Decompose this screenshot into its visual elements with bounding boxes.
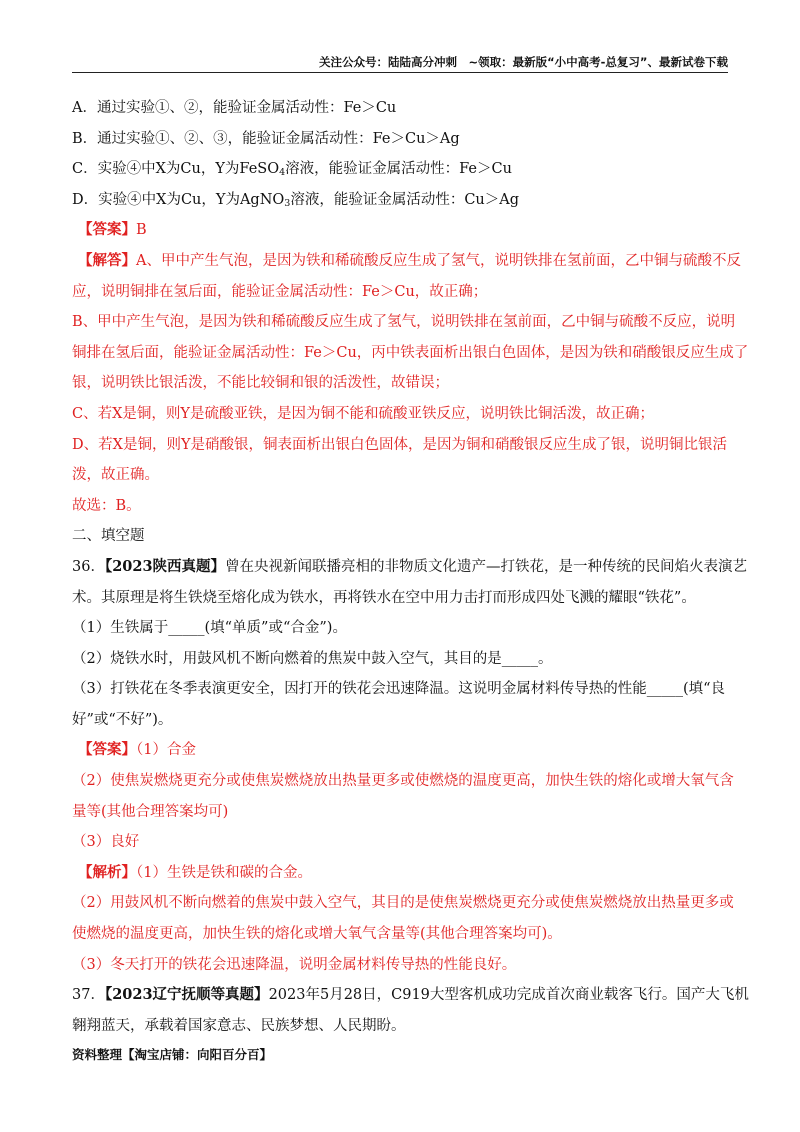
analysis-line: B、甲中产生气泡，是因为铁和稀硫酸反应生成了氢气，说明铁排在氢前面，乙中铜与硫酸不反应，说明	[72, 314, 736, 331]
answer-label: 【答案】	[78, 741, 136, 759]
question-number: 36．	[72, 558, 105, 575]
page-content	[72, 93, 749, 1041]
analysis-line: 【解答】A、甲中产生气泡，是因为铁和稀硫酸反应生成了氢气，说明铁排在氢前面，乙中铜与硫酸不反	[78, 251, 741, 269]
answer-line: （3）良好	[72, 834, 140, 851]
analysis-label: 【解析】	[78, 863, 136, 881]
analysis-line: （3）冬天打开的铁花会迅速降温，说明金属材料传导热的性能良好。	[72, 956, 517, 973]
answer-label: 【答案】	[78, 221, 136, 239]
question-stem: 翱翔蓝天，承载着国家意志、民族梦想、人民期盼。	[72, 1017, 406, 1034]
section-title: 二、填空题	[72, 528, 145, 545]
page-footer: 资料整理【淘宝店铺：向阳百分百】	[72, 1047, 273, 1062]
question-source: 【2023辽宁抚顺等真题】	[104, 986, 269, 1004]
header-text: 关注公众号：陆陆高分冲刺 ~领取：最新版“小中高考-总复习”、最新试卷下载	[318, 55, 728, 69]
q35-analysis	[72, 246, 749, 491]
sub-question: （1）生铁属于_____(填“单质”或“合金”)。	[72, 620, 347, 637]
option-d: D．实验④中X为Cu，Y为AgNO$_3$溶液，能验证金属活动性：Cu＞Ag	[72, 191, 520, 209]
analysis-label: 【解答】	[78, 251, 136, 269]
question-source: 【2023陕西真题】	[104, 557, 226, 575]
analysis-line: 泼，故正确。	[72, 467, 159, 484]
sub-question: 好”或“不好”)。	[72, 711, 173, 728]
analysis-line: D、若X是铜，则Y是硝酸银，铜表面析出银白色固体，是因为铜和硝酸银反应生成了银，说明铜比银活	[72, 436, 728, 453]
question-36	[72, 552, 748, 980]
answer-line: （2）使焦炭燃烧更充分或使焦炭燃烧放出热量更多或使燃烧的温度更高，加快生铁的熔化或增大氧气含	[72, 773, 734, 790]
analysis-line: 铜排在氢后面，能验证金属活动性：Fe＞Cu，丙中铁表面析出银白色固体，是因为铁和硝酸银反应生成了	[72, 344, 749, 361]
answer-value: B	[136, 222, 147, 239]
q36-analysis: 【解析】（1）生铁是铁和碳的合金。	[78, 863, 312, 881]
analysis-line: （2）用鼓风机不断向燃着的焦炭中鼓入空气，其目的是使焦炭燃烧更充分或使焦炭燃烧放出热量更多或	[72, 895, 734, 912]
sub-question: （2）烧铁水时，用鼓风机不断向燃着的焦炭中鼓入空气，其目的是_____。	[72, 650, 553, 667]
option-c: C．实验④中X为Cu，Y为FeSO$_4$溶液，能验证金属活动性：Fe＞Cu	[72, 161, 512, 179]
analysis-line: 银，说明铁比银活泼，不能比较铜和银的活泼性，故错误；	[72, 375, 449, 392]
analysis-line: 应，说明铜排在氢后面，能验证金属活动性：Fe＞Cu，故正确；	[72, 283, 488, 300]
sub-question: （3）打铁花在冬季表演更安全，因打开的铁花会迅速降温。这说明金属材料传导热的性能_____(填“良	[72, 681, 726, 698]
question-stem: 36．【2023陕西真题】曾在央视新闻联播亮相的非物质文化遗产—打铁花，是一种传统的民间焰火表演艺	[72, 557, 748, 575]
question-stem: 37．【2023辽宁抚顺等真题】2023年5月28日，C919大型客机成功完成首次商业载客飞行。国产大飞机	[72, 986, 749, 1004]
question-number: 37．	[72, 987, 105, 1004]
q36-answer: 【答案】（1）合金	[78, 741, 196, 759]
option-a: A．通过实验①、②，能验证金属活动性：Fe＞Cu	[72, 100, 397, 116]
q35-conclusion: 故选：B。	[72, 497, 141, 514]
q35-answer	[72, 215, 732, 246]
answer-line: 量等(其他合理答案均可)	[72, 803, 229, 820]
question-stem: 术。其原理是将生铁烧至熔化成为铁水，再将铁水在空中用力击打而形成四处飞溅的耀眼“铁花”。	[72, 589, 696, 606]
options-list	[72, 93, 732, 215]
question-37	[72, 980, 749, 1041]
analysis-line: 使燃烧的温度更高，加快生铁的熔化或增大氧气含量等(其他合理答案均可)。	[72, 926, 562, 943]
option-b: B．通过实验①、②、③，能验证金属活动性：Fe＞Cu＞Ag	[72, 130, 460, 147]
analysis-line: C、若X是铜，则Y是硫酸亚铁，是因为铜不能和硫酸亚铁反应，说明铁比铜活泼，故正确；	[72, 405, 654, 422]
page-header	[72, 54, 728, 73]
